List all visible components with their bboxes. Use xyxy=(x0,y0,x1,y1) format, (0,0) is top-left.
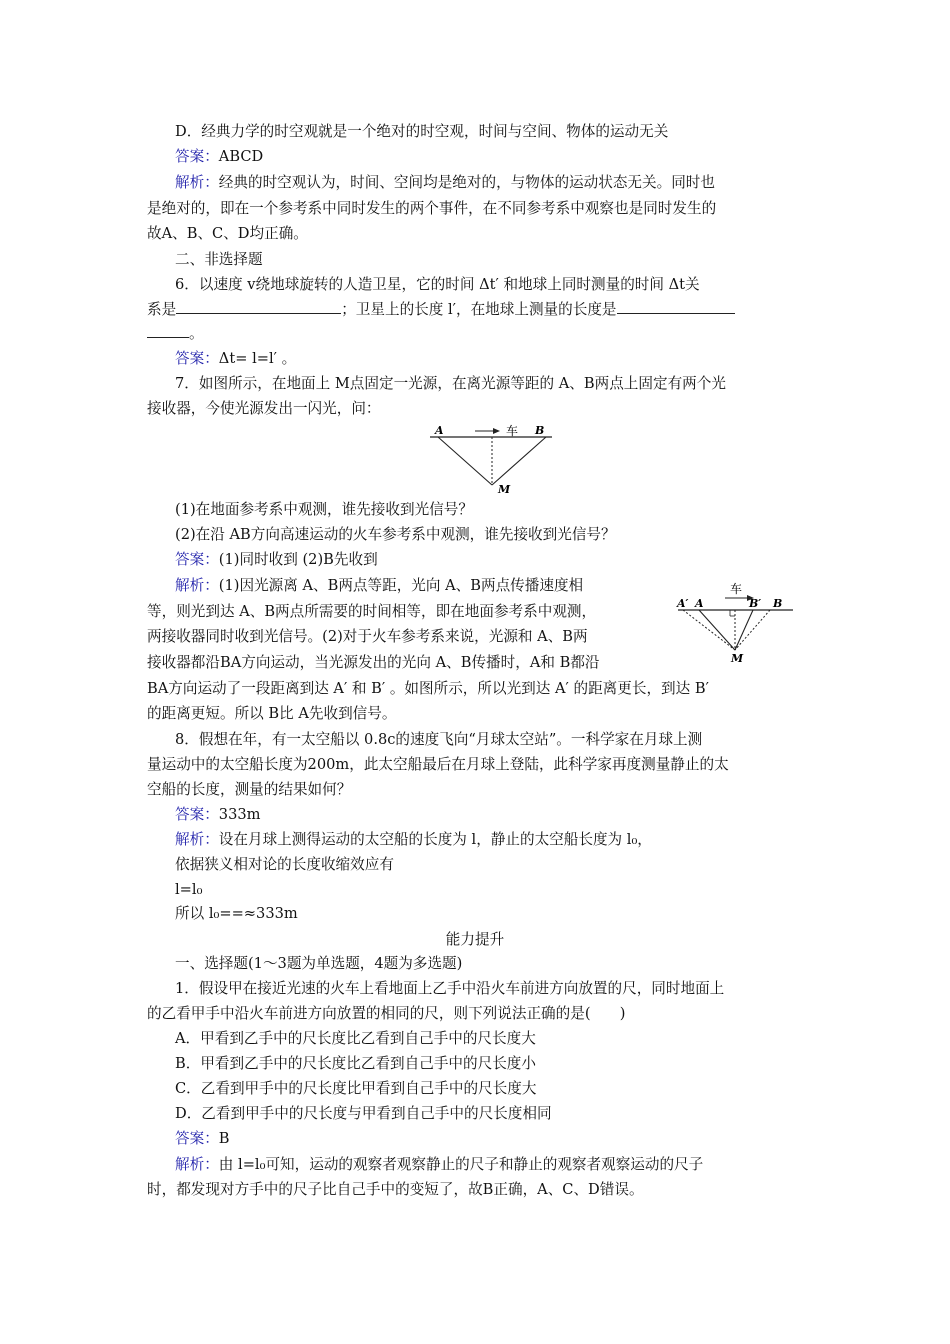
answer-line xyxy=(175,347,296,371)
text-line: 等，则光到达 A、B两点所需要的时间相等，即在地面参考系中观测， xyxy=(147,603,597,620)
analysis-label: 解析： xyxy=(175,1156,219,1173)
option-d-line: D．经典力学的时空观就是一个绝对的时空观，时间与空间、物体的运动无关 xyxy=(175,123,669,140)
answer-line xyxy=(175,1127,230,1151)
analysis-label: 解析： xyxy=(175,577,219,594)
label-b: B xyxy=(535,424,545,437)
analysis-line xyxy=(175,171,715,195)
question-6: 6．以速度 v绕地球旋转的人造卫星，它的时间 Δt′ 和地球上同时测量的时间 Δt关 xyxy=(175,276,700,293)
label-a: A xyxy=(695,597,704,610)
sub-question-1: (1)在地面参考系中观测，谁先接收到光信号？ xyxy=(175,501,473,518)
section-title: 能力提升 xyxy=(445,931,505,948)
answer-label: 答案： xyxy=(175,551,219,568)
fill-blank xyxy=(617,299,735,314)
light-ray xyxy=(735,610,753,650)
answer-text: B xyxy=(218,1130,230,1147)
analysis-text: 设在月球上测得运动的太空船的长度为 l，静止的太空船长度为 l₀， xyxy=(218,831,652,848)
text-line: 故A、B、C、D均正确。 xyxy=(147,225,308,242)
formula-line: 所以 l₀==≈333m xyxy=(175,905,298,922)
answer-label: 答案： xyxy=(175,1130,219,1147)
light-ray xyxy=(699,610,735,650)
text-line: 两接收器同时收到光信号。(2)对于火车参考系来说，光源和 A、B两 xyxy=(147,628,588,645)
answer-text: 333m xyxy=(218,806,261,823)
text-line: 的乙看甲手中沿火车前进方向放置的相同的尺，则下列说法正确的是( ) xyxy=(147,1005,626,1022)
light-ray xyxy=(438,437,492,485)
fill-blank xyxy=(147,323,189,338)
text-line: 的距离更短。所以 B比 A先收到信号。 xyxy=(147,705,397,722)
answer-text: Δt= l=l′ 。 xyxy=(218,350,297,367)
question-6-end xyxy=(147,322,204,346)
text-line: 是绝对的，即在一个参考系中同时发生的两个事件，在不同参考系中观察也是同时发生的 xyxy=(147,200,717,217)
option-a: A．甲看到乙手中的尺长度比乙看到自己手中的尺长度大 xyxy=(175,1030,536,1047)
label-car: 车 xyxy=(730,582,743,596)
label-a-prime: A′ xyxy=(677,597,689,610)
analysis-label: 解析： xyxy=(175,831,219,848)
text-line: 依据狭义相对论的长度收缩效应有 xyxy=(175,856,394,873)
light-ray xyxy=(735,610,770,650)
answer-label: 答案： xyxy=(175,148,219,165)
sub-question-2: (2)在沿 AB方向高速运动的火车参考系中观测，谁先接收到光信号？ xyxy=(175,526,616,543)
section-heading: 一、选择题(1～3题为单选题，4题为多选题) xyxy=(175,955,463,972)
text-line: 接收器都沿BA方向运动，当光源发出的光向 A、B传播时，A和 B都沿 xyxy=(147,654,600,671)
text-line: BA方向运动了一段距离到达 A′ 和 B′ 。如图所示，所以光到达 A′ 的距离更长，到达 B′ xyxy=(147,680,709,697)
text-line: 空船的长度，测量的结果如何？ xyxy=(147,781,352,798)
fill-blank xyxy=(176,299,341,314)
answer-line xyxy=(175,803,261,827)
light-ray xyxy=(683,610,735,650)
option-c: C．乙看到甲手中的尺长度比甲看到自己手中的尺长度大 xyxy=(175,1080,537,1097)
analysis-text: 由 l=l₀可知，运动的观察者观察静止的尺子和静止的观察者观察运动的尺子 xyxy=(218,1156,704,1173)
analysis-line xyxy=(175,1153,703,1177)
label-a: A xyxy=(435,424,444,437)
text-line: 时，都发现对方手中的尺子比自己手中的变短了，故B正确，A、C、D错误。 xyxy=(147,1181,644,1198)
formula-line: l=l₀ xyxy=(175,881,203,898)
analysis-text: 经典的时空观认为，时间、空间均是绝对的，与物体的运动状态无关。同时也 xyxy=(218,174,715,191)
label-car: 车 xyxy=(506,424,519,438)
option-b: B．甲看到乙手中的尺长度比乙看到自己手中的尺长度小 xyxy=(175,1055,536,1072)
question-1: 1．假设甲在接近光速的火车上看地面上乙手中沿火车前进方向放置的尺，同时地面上 xyxy=(175,980,725,997)
figure-1 xyxy=(430,420,560,495)
label-b: B xyxy=(773,597,783,610)
text-span: ；卫星上的长度 l′，在地球上测量的长度是 xyxy=(341,301,617,318)
answer-text: (1)同时收到 (2)B先收到 xyxy=(218,551,378,568)
analysis-line xyxy=(175,574,583,598)
label-m: M xyxy=(731,652,744,665)
text-line: 接收器，今使光源发出一闪光，问： xyxy=(147,400,381,417)
answer-text: ABCD xyxy=(218,148,264,165)
figure-2 xyxy=(675,582,800,667)
text-line: 量运动中的太空船长度为200m，此太空船最后在月球上登陆，此科学家再度测量静止的太 xyxy=(147,756,729,773)
question-6-blanks xyxy=(147,298,735,322)
analysis-line xyxy=(175,828,652,852)
arrow-head-icon xyxy=(493,428,500,434)
question-7: 7．如图所示，在地面上 M点固定一光源，在离光源等距的 A、B两点上固定有两个光 xyxy=(175,375,726,392)
question-8: 8．假想在年，有一太空船以 0.8c的速度飞向“月球太空站”。一科学家在月球上测 xyxy=(175,731,703,748)
answer-label: 答案： xyxy=(175,806,219,823)
label-b-prime: B′ xyxy=(749,597,762,610)
analysis-text: (1)因光源离 A、B两点等距，光向 A、B两点传播速度相 xyxy=(218,577,584,594)
section-heading: 二、非选择题 xyxy=(175,251,263,268)
option-d: D．乙看到甲手中的尺长度与甲看到自己手中的尺长度相同 xyxy=(175,1105,552,1122)
label-m: M xyxy=(498,483,511,496)
text-span: 。 xyxy=(189,325,204,342)
analysis-label: 解析： xyxy=(175,174,219,191)
text-span: 系是 xyxy=(147,301,177,318)
answer-line xyxy=(175,548,378,572)
answer-line xyxy=(175,145,263,169)
answer-label: 答案： xyxy=(175,350,219,367)
light-ray xyxy=(492,437,546,485)
